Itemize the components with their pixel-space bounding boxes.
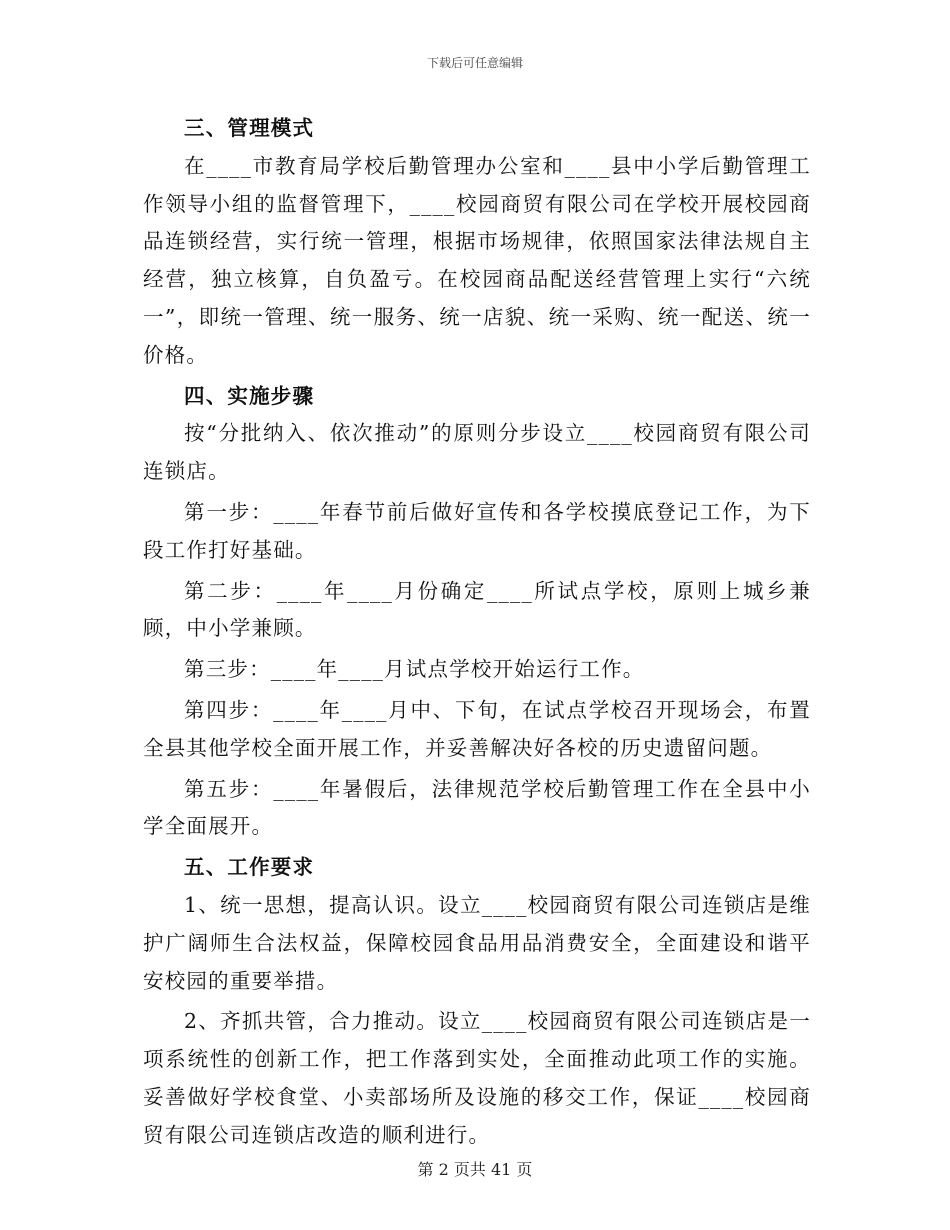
paragraph-requirement-1: 1、统一思想，提高认识。设立____校园商贸有限公司连锁店是维护广阔师生合法权益，保障校园食品用品消费安全，全面建设和谐平安校园的重要举措。 [143,892,811,993]
paragraph-step-5: 第五步：____年暑假后，法律规范学校后勤管理工作在全县中小学全面展开。 [143,776,811,839]
paragraph-management-mode: 在____市教育局学校后勤管理办公室和____县中小学后勤管理工作领导小组的监督管理下，____校园商贸有限公司在学校开展校园商品连锁经营，实行统一管理，根据市场规律，依照国家法律法规自主经营，独立核算，自负盈亏。在校园商品配送经营管理上实行“六统一”，即统一管理、统一服务、统一店貌、统一采购、统一配送、统一价格。 [143,153,811,367]
paragraph-requirement-2: 2、齐抓共管，合力推动。设立____校园商贸有限公司连锁店是一项系统性的创新工作，把工作落到实处，全面推动此项工作的实施。妥善做好学校食堂、小卖部场所及设施的移交工作，保证____校园商贸有限公司连锁店改造的顺利进行。 [143,1009,811,1147]
page-number-footer: 第 2 页共 41 页 [417,1160,533,1179]
paragraph-step-3: 第三步：____年____月试点学校开始运行工作。 [184,657,645,682]
header-note: 下载后可任意编辑 [426,56,523,70]
paragraph-step-2: 第二步：____年____月份确定____所试点学校，原则上城乡兼顾，中小学兼顾。 [143,578,811,641]
section-title-implementation-steps: 四、实施步骤 [184,383,315,408]
document-body [143,110,811,1155]
paragraph-step-4: 第四步：____年____月中、下旬，在试点学校召开现场会，布置全县其他学校全面开展工作，并妥善解决好各校的历史遗留问题。 [143,697,811,760]
paragraph-implementation-principle: 按“分批纳入、依次推动”的原则分步设立____校园商贸有限公司连锁店。 [143,421,811,484]
paragraph-step-1: 第一步：____年春节前后做好宣传和各学校摸底登记工作，为下段工作打好基础。 [143,499,811,562]
section-title-work-requirements: 五、工作要求 [184,855,315,880]
section-title-management-mode: 三、管理模式 [184,116,315,140]
